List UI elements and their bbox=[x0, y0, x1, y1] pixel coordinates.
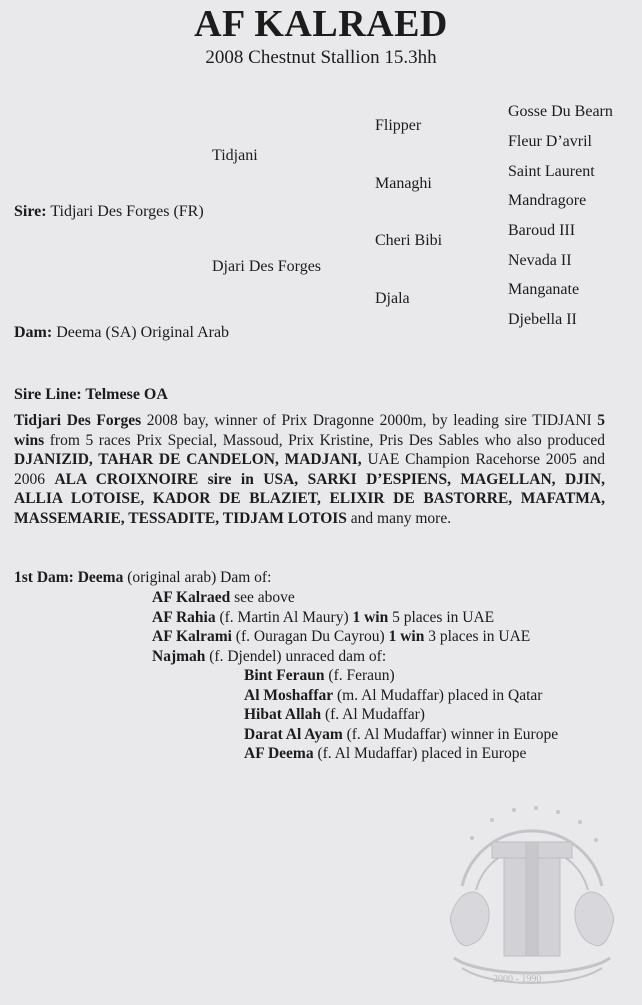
grand-produce-name: Hibat Allah bbox=[244, 706, 322, 724]
produce-detail: (f. Djendel) unraced dam of: bbox=[205, 647, 387, 665]
grand-produce-detail: (f. Al Mudaffar) winner in Europe bbox=[342, 725, 559, 743]
watermark-years: 2000 - 1990 bbox=[493, 974, 542, 985]
grand-produce-detail: (f. Al Mudaffar) placed in Europe bbox=[313, 745, 527, 763]
dam-line-entry bbox=[14, 324, 229, 342]
produce-name: AF Kalrami bbox=[152, 628, 232, 646]
grand-produce-name: Al Moshaffar bbox=[244, 686, 334, 704]
granddam: Djari Des Forges bbox=[212, 258, 322, 275]
dam-produce-list bbox=[152, 588, 530, 666]
grandsire: Tidjani bbox=[212, 147, 258, 164]
gen4-ancestor: Baroud III bbox=[508, 222, 576, 239]
produce-detail: (f. Martin Al Maury) bbox=[215, 608, 353, 626]
grand-produce-entry bbox=[244, 686, 558, 706]
sire-progeny-list: DJANIZID, TAHAR DE CANDELON, MADJANI, bbox=[14, 451, 362, 469]
gen4-ancestor: Fleur D’avril bbox=[508, 133, 592, 150]
gen3-ancestor: Flipper bbox=[375, 117, 422, 134]
sire-progeny-list: ALA CROIXNOIRE sire in USA, SARKI D’ESPIENS, MAGELLAN, DJIN, ALLIA LOTOISE, KADOR DE BLAZIET, ELIXIR DE BASTORRE, MAFATMA, MASSEMARIE, TESSADITE, TIDJAM LOTOIS bbox=[14, 470, 606, 527]
grand-produce-detail: (f. Al Mudaffar) bbox=[321, 706, 425, 724]
stud-logo-watermark bbox=[432, 768, 632, 993]
sire-line-heading: Sire Line: Telmese OA bbox=[14, 386, 168, 403]
produce-entry bbox=[152, 647, 530, 667]
produce-entry bbox=[152, 608, 530, 628]
dam-name: Deema (SA) Original Arab bbox=[56, 324, 230, 341]
grand-produce-list bbox=[244, 666, 558, 764]
grand-produce-name: Bint Feraun bbox=[244, 667, 325, 684]
gen4-ancestor: Nevada II bbox=[508, 252, 572, 269]
sire-description-text: UAE Champion Racehorse 2005 and 2006 bbox=[14, 451, 605, 488]
produce-name: AF Kalraed bbox=[152, 589, 231, 606]
sire-description-text: from 5 races Prix Special, Massoud, Prix Kristine, Pris Des Sables who also produced bbox=[44, 431, 605, 449]
gen3-ancestor: Cheri Bibi bbox=[375, 232, 443, 249]
sire-description bbox=[14, 411, 605, 529]
sire-description-text: and many more. bbox=[346, 509, 452, 527]
grand-produce-entry bbox=[244, 744, 558, 764]
produce-name: Najmah bbox=[152, 647, 206, 665]
grand-produce-detail: (f. Feraun) bbox=[324, 667, 395, 684]
produce-detail: 5 places in UAE bbox=[388, 608, 495, 626]
gen4-ancestor: Gosse Du Bearn bbox=[508, 103, 613, 120]
sire-label: Sire: bbox=[14, 203, 47, 220]
produce-detail: see above bbox=[230, 589, 295, 606]
sire-wins: 5 wins bbox=[14, 412, 606, 449]
gen4-ancestor: Manganate bbox=[508, 281, 580, 298]
produce-entry bbox=[152, 588, 530, 608]
gen4-ancestor: Saint Laurent bbox=[508, 163, 595, 180]
gen4-ancestor: Djebella II bbox=[508, 311, 577, 328]
grand-produce-name: AF Deema bbox=[244, 745, 314, 763]
gen3-ancestor: Managhi bbox=[375, 175, 432, 192]
grand-produce-detail: (m. Al Mudaffar) placed in Qatar bbox=[333, 686, 543, 704]
grand-produce-entry bbox=[244, 705, 558, 725]
dam-label: Dam: bbox=[14, 324, 53, 341]
produce-entry bbox=[152, 627, 530, 647]
produce-detail: 3 places in UAE bbox=[424, 628, 531, 646]
grand-produce-entry bbox=[244, 666, 558, 686]
dam-section-label: 1st Dam: Deema bbox=[14, 569, 124, 586]
produce-wins: 1 win bbox=[352, 608, 389, 626]
sire-description-text: 2008 bay, winner of Prix Dragonne 2000m, by leading sire TIDJANI bbox=[141, 412, 598, 429]
produce-detail: (f. Ouragan Du Cayrou) bbox=[231, 628, 389, 646]
sire-description-name: Tidjari Des Forges bbox=[14, 412, 142, 429]
sire-line-entry bbox=[14, 203, 204, 221]
produce-wins: 1 win bbox=[388, 628, 425, 646]
grand-produce-name: Darat Al Ayam bbox=[244, 725, 343, 743]
gen4-ancestor: Mandragore bbox=[508, 192, 587, 209]
dam-section-text: (original arab) Dam of: bbox=[123, 569, 272, 586]
sire-name: Tidjari Des Forges (FR) bbox=[50, 203, 204, 220]
produce-name: AF Rahia bbox=[152, 608, 216, 626]
page-subtitle: 2008 Chestnut Stallion 15.3hh bbox=[205, 47, 437, 68]
page-title: AF KALRAED bbox=[194, 3, 448, 45]
grand-produce-entry bbox=[244, 725, 558, 745]
gen3-ancestor: Djala bbox=[375, 290, 410, 307]
dam-heading bbox=[14, 568, 271, 588]
